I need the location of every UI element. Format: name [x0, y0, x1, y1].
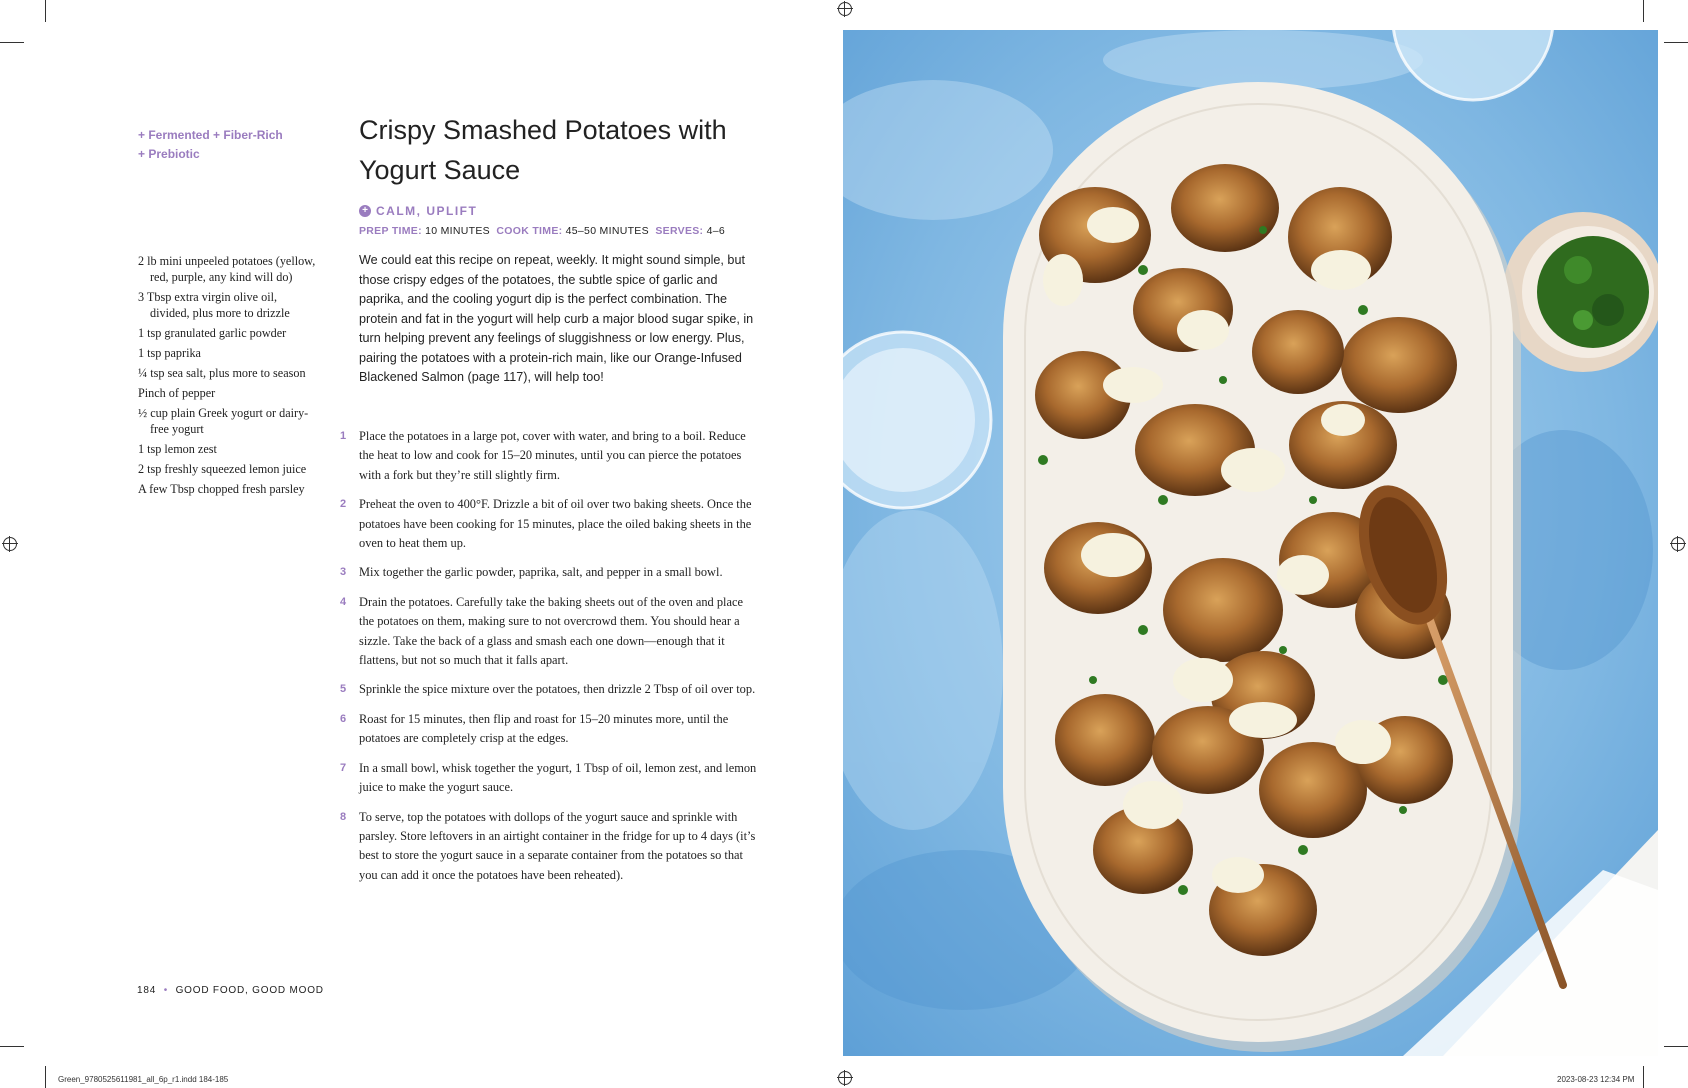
- crop-mark: [0, 1046, 24, 1047]
- step-number: 1: [340, 430, 347, 442]
- recipe-intro: We could eat this recipe on repeat, weekly. It might sound simple, but those crispy edges of the potatoes, the subtle spice of garlic and paprika, and the cooling yogurt dip is the perfect combination. The protein and fat in the yogurt will help curb a major blood sugar spike, in turn helping prevent any feelings of sluggishness or low energy. Plus, pairing the potatoes with a protein-rich main, like our Orange-Infused Blackened Salmon (page 117), will help too!: [359, 253, 754, 384]
- registration-mark: [1671, 537, 1685, 551]
- serves-value: 4–6: [706, 225, 725, 237]
- step-number: 5: [340, 683, 347, 696]
- registration-mark: [838, 1071, 852, 1085]
- recipe-title: Crispy Smashed Potatoes with Yogurt Sauce: [359, 115, 727, 185]
- registration-mark: [3, 537, 17, 551]
- crop-mark: [45, 0, 46, 22]
- step-number: 6: [340, 712, 347, 725]
- ingredient-item: 1 tsp paprika: [138, 346, 201, 360]
- tag-line: + Prebiotic: [138, 147, 200, 161]
- step-text: In a small bowl, whisk together the yogurt, 1 Tbsp of oil, lemon zest, and lemon juice to make the yogurt sauce.: [359, 760, 757, 795]
- ingredient-item: 2 tsp freshly squeezed lemon juice: [138, 462, 307, 476]
- method-steps: [340, 427, 760, 895]
- registration-mark: [838, 2, 852, 16]
- step-text: Preheat the oven to 400°F. Drizzle a bit of oil over two baking sheets. Once the potatoes have been cooking for 15 minutes, place the oiled baking sheets in the oven to heat them up.: [359, 497, 752, 551]
- prep-value: 10 MINUTES: [425, 225, 490, 237]
- crop-mark: [1643, 1066, 1644, 1088]
- prep-label: PREP TIME:: [359, 225, 422, 237]
- ingredient-item: 2 lb mini unpeeled potatoes (yellow, red, purple, any kind will do): [138, 254, 316, 284]
- step-number: 4: [340, 595, 347, 608]
- step-item: [340, 710, 760, 749]
- ingredient-item: 1 tsp granulated garlic powder: [138, 326, 287, 340]
- step-item: [340, 680, 760, 699]
- page-footer: [137, 985, 324, 996]
- step-number: 2: [340, 498, 347, 511]
- step-number: 8: [340, 810, 347, 823]
- ingredient-item: A few Tbsp chopped fresh parsley: [138, 482, 305, 496]
- crop-mark: [1643, 0, 1644, 22]
- step-item: [340, 563, 760, 582]
- food-photo-illustration: [843, 30, 1658, 1056]
- print-slug-date: 2023-08-23 12:34 PM: [1557, 1075, 1635, 1084]
- ingredient-item: ¼ tsp sea salt, plus more to season: [138, 366, 306, 380]
- crop-mark: [45, 1066, 46, 1088]
- tag-line: + Fermented + Fiber-Rich: [138, 128, 283, 142]
- parsley-bowl: [1503, 212, 1658, 372]
- print-slug-file: Green_9780525611981_all_6p_r1.indd 184-185: [58, 1075, 229, 1084]
- cook-value: 45–50 MINUTES: [565, 225, 649, 237]
- cook-label: COOK TIME:: [496, 225, 563, 237]
- mood-text: CALM, UPLIFT: [376, 204, 478, 218]
- crop-mark: [0, 42, 24, 43]
- plus-circle-icon: +: [359, 205, 371, 217]
- ingredient-item: Pinch of pepper: [138, 386, 216, 400]
- ingredient-item: 1 tsp lemon zest: [138, 442, 217, 456]
- ingredient-item: ½ cup plain Greek yogurt or dairy-free yogurt: [138, 406, 309, 436]
- step-number: 7: [340, 761, 347, 774]
- footer-separator: •: [163, 985, 168, 996]
- step-item: [340, 808, 760, 886]
- serves-label: SERVES:: [655, 225, 704, 237]
- book-title: GOOD FOOD, GOOD MOOD: [175, 985, 324, 996]
- step-text: Sprinkle the spice mixture over the potatoes, then drizzle 2 Tbsp of oil over top.: [359, 682, 756, 697]
- recipe-photo: [843, 30, 1658, 1056]
- mood-line: [359, 204, 477, 218]
- step-item: [340, 427, 760, 485]
- step-item: [340, 759, 760, 798]
- nutrition-tags: [138, 126, 283, 164]
- step-text: Roast for 15 minutes, then flip and roast for 15–20 minutes more, until the potatoes are completely crisp at the edges.: [359, 711, 729, 746]
- ingredient-list: [138, 253, 318, 501]
- step-text: Place the potatoes in a large pot, cover with water, and bring to a boil. Reduce the heat to low and cook for 15–20 minutes, until you can pierce the potatoes with a fork but they’re still slightly firm.: [359, 429, 746, 482]
- step-number: 3: [340, 566, 347, 579]
- ingredient-item: 3 Tbsp extra virgin olive oil, divided, plus more to drizzle: [138, 290, 290, 320]
- recipe-meta: [359, 225, 725, 237]
- step-item: [340, 593, 760, 671]
- step-text: Drain the potatoes. Carefully take the baking sheets out of the oven and place the potatoes on them, making sure to not overcrowd them. You should hear a sizzle. Take the back of a glass and smash each one down—enough that it flattens, but not so much that it falls apart.: [359, 594, 743, 668]
- step-text: Mix together the garlic powder, paprika, salt, and pepper in a small bowl.: [359, 565, 723, 580]
- crop-mark: [1664, 42, 1688, 43]
- step-text: To serve, top the potatoes with dollops of the yogurt sauce and sprinkle with parsley. Store leftovers in an airtight container in the fridge for up to 4 days (it’s best to store the yogurt sauce in a separate container from the potatoes so that you can add it once the potatoes have been reheated).: [359, 809, 756, 882]
- page-number: 184: [137, 985, 157, 996]
- crop-mark: [1664, 1046, 1688, 1047]
- step-item: [340, 495, 760, 553]
